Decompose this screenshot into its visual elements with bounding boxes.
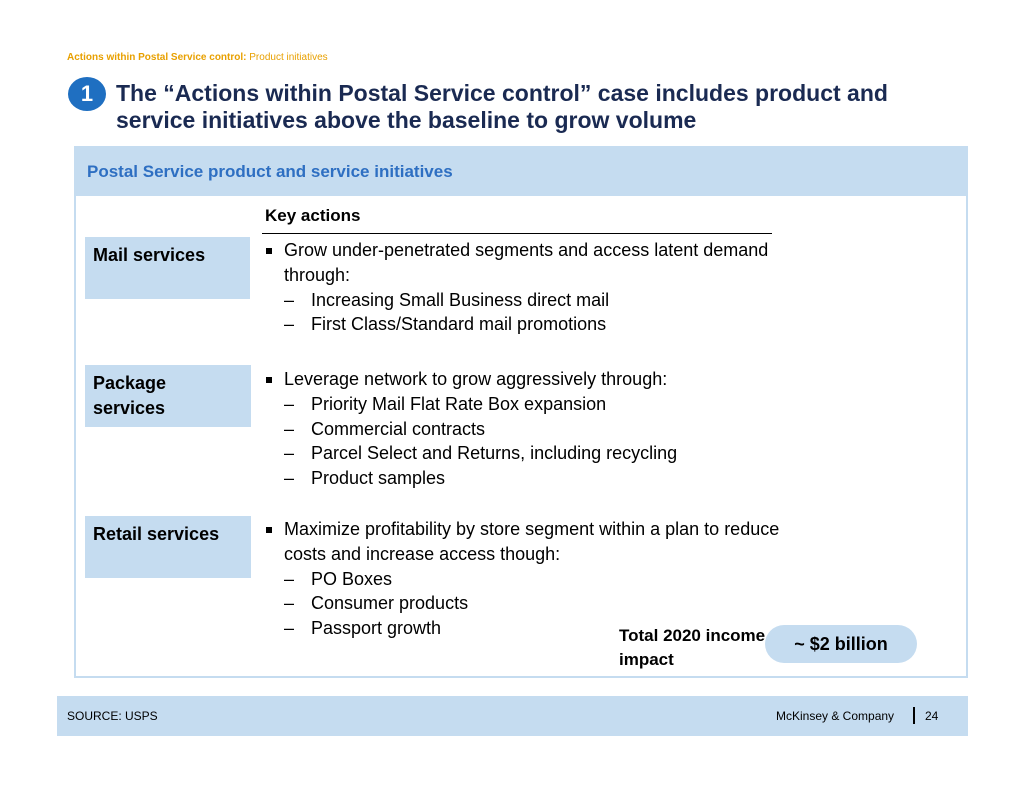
bullet-square-icon	[266, 248, 272, 254]
package-sub-4-text: Product samples	[311, 468, 446, 489]
bullet-square-icon	[266, 377, 272, 383]
page-number: 24	[925, 709, 939, 723]
footer-separator	[913, 707, 915, 724]
mail-sub-2-text: First Class/Standard mail promotions	[311, 314, 607, 335]
dash-icon: –	[284, 568, 295, 589]
package-bullet	[262, 367, 782, 392]
mail-sub-1-text: Increasing Small Business direct mail	[311, 289, 610, 310]
tracker-normal: Product initiatives	[246, 52, 328, 63]
service-label-package: Package services	[85, 365, 251, 427]
mail-actions	[262, 238, 782, 337]
package-bullet-text: Leverage network to grow aggressively through:	[284, 369, 668, 389]
retail-sub-3-text: Passport growth	[311, 618, 442, 639]
service-label-retail: Retail services	[85, 516, 251, 578]
total-impact-label: Total 2020 income impact	[619, 626, 766, 669]
tracker-label	[67, 52, 328, 63]
package-sub-4	[262, 466, 782, 491]
package-sub-2	[262, 417, 782, 442]
retail-actions	[262, 517, 782, 641]
bullet-square-icon	[266, 527, 272, 533]
mail-sub-2	[262, 312, 782, 337]
package-sub-1	[262, 392, 782, 417]
dash-icon: –	[284, 314, 295, 335]
dash-icon: –	[284, 443, 295, 464]
mail-bullet	[262, 238, 782, 288]
retail-bullet-text: Maximize profitability by store segment within a plan to reduce costs and increase access though:	[284, 519, 780, 564]
dash-icon: –	[284, 468, 295, 489]
section-number-badge: 1	[68, 77, 106, 111]
retail-bullet	[262, 517, 782, 567]
total-impact-value: ~ $2 billion	[765, 625, 917, 663]
key-actions-heading: Key actions	[265, 206, 361, 225]
page-title: The “Actions within Postal Service control” case includes product and service initiatives above the baseline to grow volume	[116, 80, 888, 133]
panel-header-title: Postal Service product and service initiatives	[87, 162, 453, 181]
dash-icon: –	[284, 289, 295, 310]
mail-sub-1	[262, 288, 782, 313]
mail-bullet-text: Grow under-penetrated segments and access latent demand through:	[284, 240, 769, 285]
tracker-bold: Actions within Postal Service control:	[67, 52, 247, 63]
source-note: SOURCE: USPS	[67, 709, 158, 723]
dash-icon: –	[284, 393, 295, 414]
retail-sub-1-text: PO Boxes	[311, 568, 393, 589]
key-actions-rule	[262, 233, 772, 234]
dash-icon: –	[284, 593, 295, 614]
company-name: McKinsey & Company	[776, 709, 895, 723]
package-sub-3	[262, 441, 782, 466]
retail-sub-2	[262, 591, 782, 616]
package-sub-2-text: Commercial contracts	[311, 418, 486, 439]
dash-icon: –	[284, 618, 295, 639]
retail-sub-2-text: Consumer products	[311, 593, 469, 614]
dash-icon: –	[284, 418, 295, 439]
retail-sub-1	[262, 567, 782, 592]
package-sub-3-text: Parcel Select and Returns, including recycling	[311, 443, 678, 464]
package-sub-1-text: Priority Mail Flat Rate Box expansion	[311, 393, 607, 414]
package-actions	[262, 367, 782, 491]
service-label-mail: Mail services	[85, 237, 250, 299]
